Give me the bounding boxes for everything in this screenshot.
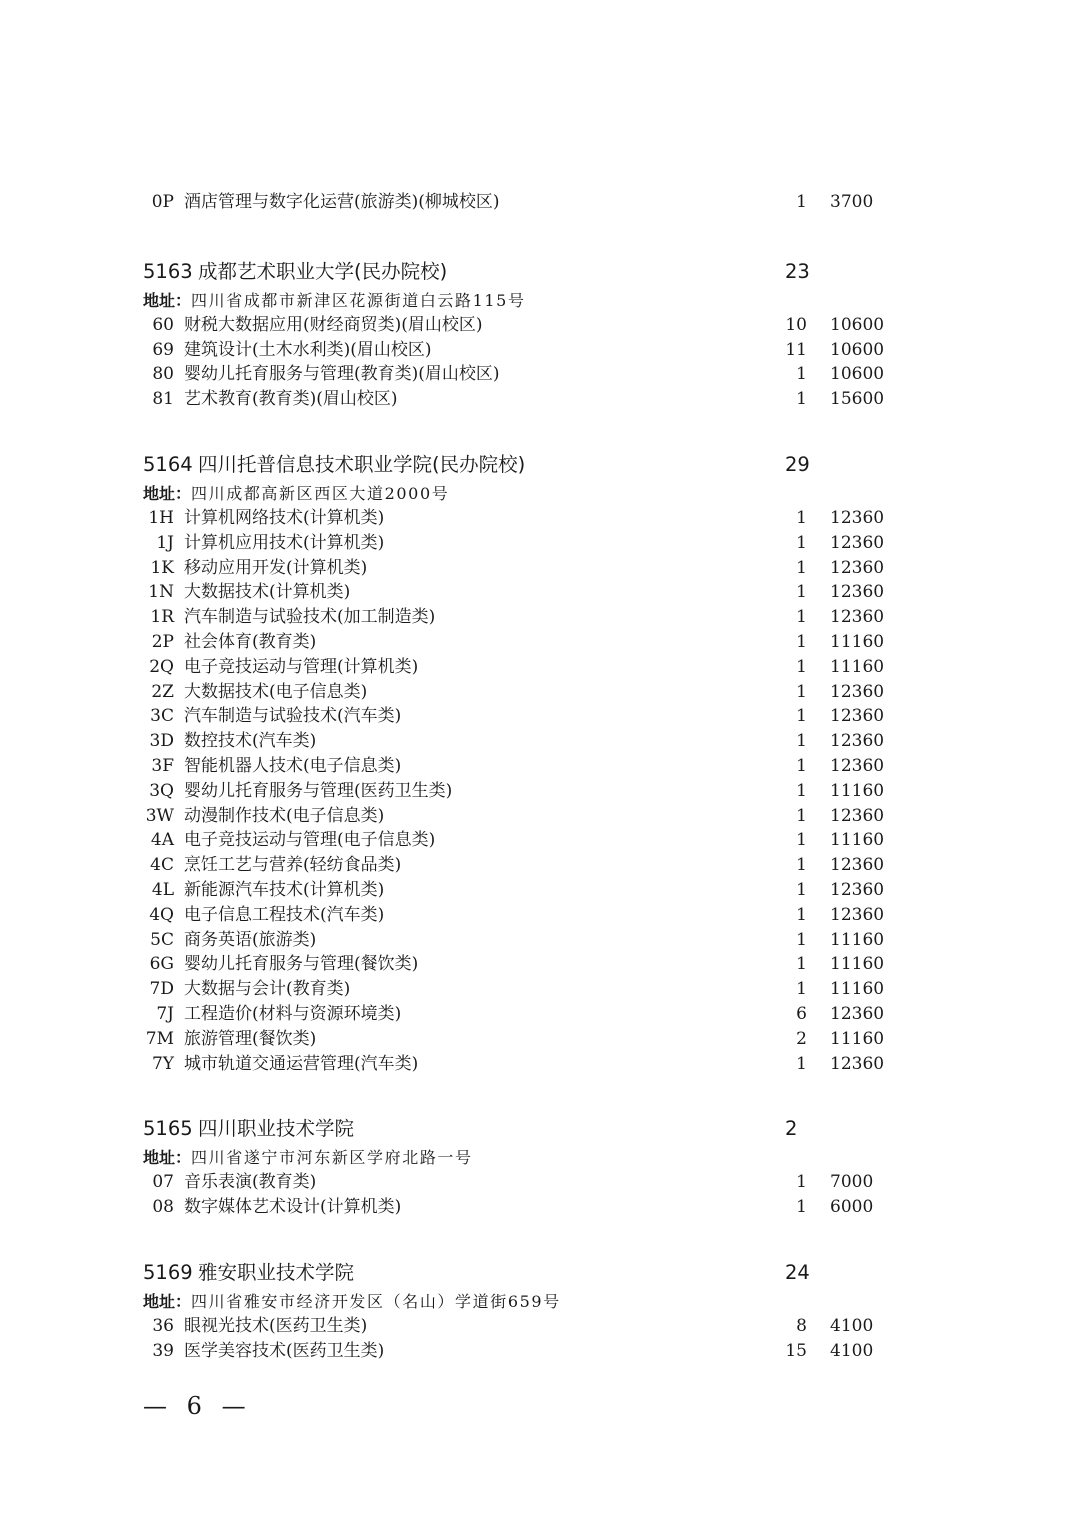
major-name: 大数据与会计(教育类) [184,979,351,1000]
major-tuition-fee: 12360 [830,582,885,603]
major-row [0,190,1080,215]
school-name: 四川职业技术学院 [198,1117,355,1141]
major-code: 3F [151,755,174,776]
major-name: 汽车制造与试验技术(加工制造类) [184,607,436,628]
address-label: 地址： [143,290,192,310]
footer-dash-right: — [221,1392,246,1420]
major-row [0,853,1080,878]
major-row [0,1339,1080,1364]
major-plan-count: 1 [796,557,807,578]
major-tuition-fee: 12360 [830,904,885,925]
major-plan-count: 1 [796,631,807,652]
major-code: 7J [156,1003,174,1024]
major-name: 汽车制造与试验技术(汽车类) [184,706,402,727]
address-text: 四川省雅安市经济开发区（名山）学道街659号 [191,1291,561,1311]
major-row [0,387,1080,412]
major-tuition-fee: 12360 [830,755,885,776]
major-plan-count: 1 [796,582,807,603]
major-name: 婴幼儿托育服务与管理(餐饮类) [184,954,419,975]
major-name: 城市轨道交通运营管理(汽车类) [184,1053,419,1074]
major-tuition-fee: 12360 [830,1003,885,1024]
major-plan-count: 1 [796,830,807,851]
major-code: 1N [148,582,174,603]
major-row [0,977,1080,1002]
major-tuition-fee: 10600 [830,364,885,385]
school-address [0,1146,1080,1170]
major-plan-count: 11 [785,339,807,360]
major-tuition-fee: 12360 [830,507,885,528]
major-name: 医学美容技术(医药卫生类) [184,1340,385,1361]
major-row [0,680,1080,705]
major-plan-count: 1 [796,507,807,528]
major-row [0,630,1080,655]
major-tuition-fee: 12360 [830,706,885,727]
major-code: 3C [150,706,174,727]
major-code: 08 [152,1197,174,1218]
major-plan-count: 15 [785,1340,807,1361]
major-code: 1R [150,607,174,628]
major-plan-count: 1 [796,1172,807,1193]
major-row [0,1195,1080,1220]
major-tuition-fee: 11160 [830,1028,885,1049]
major-plan-count: 1 [796,389,807,410]
enrollment-list [0,190,1080,1364]
major-name: 动漫制作技术(电子信息类) [184,805,385,826]
major-tuition-fee: 12360 [830,607,885,628]
school-section [0,255,1080,412]
major-code: 5C [150,929,174,950]
major-row [0,754,1080,779]
school-section [0,448,1080,1076]
school-address [0,1290,1080,1314]
major-code: 80 [152,364,174,385]
major-plan-count: 1 [796,755,807,776]
page-footer [143,1392,246,1420]
major-name: 大数据技术(电子信息类) [184,681,368,702]
major-tuition-fee: 12360 [830,1053,885,1074]
major-plan-count: 1 [796,681,807,702]
major-tuition-fee: 10600 [830,314,885,335]
major-code: 3D [149,731,174,752]
major-code: 4A [150,830,174,851]
major-name: 电子竞技运动与管理(计算机类) [184,656,419,677]
major-name: 数字媒体艺术设计(计算机类) [184,1197,402,1218]
major-tuition-fee: 12360 [830,731,885,752]
major-name: 工程造价(材料与资源环境类) [184,1003,402,1024]
major-name: 数控技术(汽车类) [184,731,317,752]
address-text: 四川省遂宁市河东新区学府北路一号 [191,1148,473,1168]
major-row [0,804,1080,829]
major-row [0,1052,1080,1077]
major-name: 音乐表演(教育类) [184,1172,317,1193]
major-name: 眼视光技术(医药卫生类) [184,1315,368,1336]
major-plan-count: 1 [796,192,807,212]
major-plan-count: 1 [796,780,807,801]
school-code: 5165 [143,1117,193,1141]
major-row [0,362,1080,387]
school-total-plan: 23 [785,259,810,283]
major-name: 新能源汽车技术(计算机类) [184,879,385,900]
major-tuition-fee: 11160 [830,954,885,975]
major-code: 07 [152,1172,174,1193]
major-name: 商务英语(旅游类) [184,929,317,950]
school-header [0,448,1080,482]
major-code: 36 [152,1315,174,1336]
school-header [0,255,1080,289]
major-name: 移动应用开发(计算机类) [184,557,368,578]
school-section [0,1256,1080,1364]
major-name: 电子竞技运动与管理(电子信息类) [184,830,436,851]
major-code: 2Z [151,681,174,702]
major-plan-count: 1 [796,1053,807,1074]
school-code: 5164 [143,452,193,476]
major-row [0,928,1080,953]
continued-majors [0,190,1080,215]
major-row [0,1314,1080,1339]
school-total-plan: 24 [785,1260,810,1284]
major-tuition-fee: 10600 [830,339,885,360]
major-name: 婴幼儿托育服务与管理(教育类)(眉山校区) [184,364,500,385]
major-tuition-fee: 11160 [830,979,885,1000]
address-text: 四川省成都市新津区花源街道白云路115号 [191,290,526,310]
major-name: 婴幼儿托育服务与管理(医药卫生类) [184,780,453,801]
major-plan-count: 1 [796,1197,807,1218]
major-code: 60 [152,314,174,335]
major-code: 0P [151,192,174,212]
major-code: 7Y [151,1053,174,1074]
major-plan-count: 1 [796,904,807,925]
school-address [0,482,1080,506]
major-row [0,605,1080,630]
major-tuition-fee: 4100 [830,1315,874,1336]
major-tuition-fee: 4100 [830,1340,874,1361]
major-tuition-fee: 11160 [830,929,885,950]
major-plan-count: 1 [796,706,807,727]
major-tuition-fee: 11160 [830,631,885,652]
major-code: 1J [156,532,174,553]
school-name: 成都艺术职业大学(民办院校) [198,259,448,283]
major-code: 2Q [149,656,174,677]
major-tuition-fee: 12360 [830,855,885,876]
major-code: 2P [151,631,174,652]
major-tuition-fee: 6000 [830,1197,874,1218]
major-plan-count: 1 [796,879,807,900]
address-label: 地址： [143,1148,192,1168]
major-code: 3Q [149,780,174,801]
major-name: 社会体育(教育类) [184,631,317,652]
school-address [0,289,1080,313]
major-tuition-fee: 12360 [830,805,885,826]
major-plan-count: 8 [796,1315,807,1336]
major-row [0,828,1080,853]
school-total-plan: 29 [785,452,810,476]
major-plan-count: 1 [796,364,807,385]
major-tuition-fee: 11160 [830,656,885,677]
major-plan-count: 1 [796,805,807,826]
major-plan-count: 1 [796,532,807,553]
major-plan-count: 1 [796,607,807,628]
major-row [0,779,1080,804]
major-plan-count: 1 [796,855,807,876]
page-number: 6 [186,1392,202,1420]
major-name: 大数据技术(计算机类) [184,582,351,603]
major-code: 1H [148,507,174,528]
major-row [0,580,1080,605]
major-plan-count: 1 [796,929,807,950]
major-row [0,506,1080,531]
major-tuition-fee: 12360 [830,681,885,702]
major-tuition-fee: 12360 [830,532,885,553]
major-tuition-fee: 7000 [830,1172,874,1193]
major-code: 7M [145,1028,174,1049]
school-section [0,1112,1080,1220]
major-row [0,952,1080,977]
major-plan-count: 1 [796,731,807,752]
major-code: 69 [152,339,174,360]
major-code: 7D [149,979,174,1000]
school-name: 四川托普信息技术职业学院(民办院校) [198,452,526,476]
major-name: 计算机应用技术(计算机类) [184,532,385,553]
major-code: 3W [145,805,174,826]
major-plan-count: 1 [796,979,807,1000]
major-plan-count: 6 [796,1003,807,1024]
major-name: 酒店管理与数字化运营(旅游类)(柳城校区) [184,192,500,212]
major-plan-count: 1 [796,954,807,975]
major-plan-count: 2 [796,1028,807,1049]
major-tuition-fee: 3700 [830,192,874,212]
major-code: 6G [149,954,174,975]
major-plan-count: 10 [785,314,807,335]
major-row [0,1170,1080,1195]
major-row [0,729,1080,754]
major-name: 烹饪工艺与营养(轻纺食品类) [184,855,402,876]
major-row [0,1002,1080,1027]
major-code: 4L [151,879,174,900]
major-name: 建筑设计(土木水利类)(眉山校区) [184,339,432,360]
school-code: 5169 [143,1260,193,1284]
major-tuition-fee: 12360 [830,879,885,900]
major-name: 智能机器人技术(电子信息类) [184,755,402,776]
major-row [0,903,1080,928]
school-header [0,1112,1080,1146]
major-code: 39 [152,1340,174,1361]
major-row [0,338,1080,363]
major-row [0,704,1080,729]
address-text: 四川成都高新区西区大道2000号 [191,483,450,503]
address-label: 地址： [143,1291,192,1311]
address-label: 地址： [143,483,192,503]
major-code: 4C [150,855,174,876]
major-tuition-fee: 12360 [830,557,885,578]
major-code: 81 [152,389,174,410]
school-name: 雅安职业技术学院 [198,1260,355,1284]
major-name: 财税大数据应用(财经商贸类)(眉山校区) [184,314,483,335]
major-plan-count: 1 [796,656,807,677]
school-code: 5163 [143,259,193,283]
major-row [0,878,1080,903]
major-name: 旅游管理(餐饮类) [184,1028,317,1049]
major-tuition-fee: 15600 [830,389,885,410]
major-name: 计算机网络技术(计算机类) [184,507,385,528]
major-row [0,556,1080,581]
major-row [0,313,1080,338]
major-name: 艺术教育(教育类)(眉山校区) [184,389,398,410]
school-header [0,1256,1080,1290]
school-total-plan: 2 [785,1117,798,1141]
major-name: 电子信息工程技术(汽车类) [184,904,385,925]
major-tuition-fee: 11160 [830,830,885,851]
major-code: 4Q [149,904,174,925]
major-code: 1K [150,557,174,578]
major-row [0,655,1080,680]
major-row [0,1027,1080,1052]
footer-dash-left: — [143,1392,167,1420]
major-row [0,531,1080,556]
major-tuition-fee: 11160 [830,780,885,801]
